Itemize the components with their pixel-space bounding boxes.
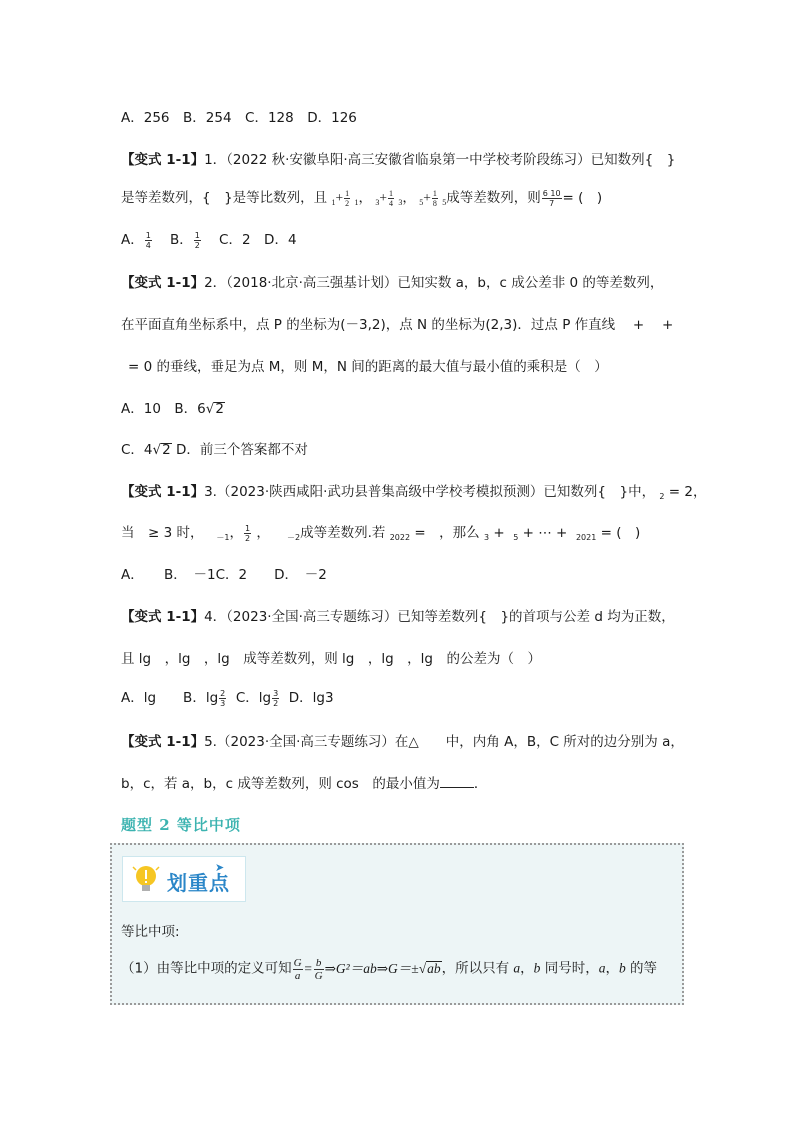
v2-tag: 【变式 1-1】 bbox=[121, 275, 205, 291]
v3-text2b: 成等差数列.若 bbox=[300, 525, 386, 541]
v5-text1: 5.（2023·全国·高三专题练习）在△ 中，内角 A，B，C 所对的边分别为 a， bbox=[204, 734, 684, 750]
v3-line1: 【变式 1-1】3.（2023·陕西咸阳·武功县普集高级中学校考模拟预测）已知数列{ }中， $_2$ = 2， bbox=[121, 484, 707, 501]
keypoint-line1: （1）由等比中项的定义可知 $\frac{G}{a}$ = $\frac{b}{G}$ ⇒G²＝ab⇒G＝±√ab，所以只有 a，b 同号时，a，b 的等 bbox=[121, 957, 658, 982]
keypoint-box bbox=[110, 843, 684, 1005]
v1-text2c: = ( ) bbox=[562, 190, 603, 206]
v4-opt-c: C．lg bbox=[235, 690, 272, 706]
v1-opt-a: A． bbox=[121, 232, 144, 248]
v2-root-b: 2 bbox=[215, 401, 224, 417]
v2-opt-d: D．前三个答案都不对 bbox=[176, 442, 308, 458]
v4-opt-d: D．lg3 bbox=[288, 690, 334, 706]
keypoint-text-c: 同号时， bbox=[544, 960, 599, 977]
v2-options2: C．4√2 D．前三个答案都不对 bbox=[121, 442, 308, 458]
keypoint-text-d: 的等 bbox=[630, 960, 658, 977]
v4-line1 bbox=[121, 607, 675, 627]
v4-text1: 4．（2023·全国·高三专题练习）已知等差数列{ }的首项与公差 d 均为正数， bbox=[204, 609, 675, 625]
v3-text2c: = ，那么 bbox=[414, 525, 480, 541]
v4-line2: 且 lg ，lg ，lg 成等差数列，则 lg ，lg ，lg 的公差为（ ） bbox=[121, 651, 542, 667]
v2-line1 bbox=[121, 273, 663, 293]
section-title: 题型 2 等比中项 bbox=[121, 816, 241, 834]
v1-options: A． $\frac{1}{4}$ B． $\frac{1}{2}$ C．2 D．4 bbox=[121, 230, 297, 250]
v4-opt-ab: A．lg B．lg bbox=[121, 690, 219, 706]
v2-root-c: 2 bbox=[162, 442, 171, 458]
v2-opt-ab: A．10 B．6 bbox=[121, 401, 206, 417]
keypoint-banner bbox=[122, 856, 246, 902]
v5-text2b: ． bbox=[473, 776, 488, 792]
v1-fraction: $\frac{6 10}{7}$ bbox=[542, 188, 561, 208]
v1-opt-c: C．2 D．4 bbox=[219, 232, 297, 248]
v2-options1: A．10 B．6√2 bbox=[121, 401, 224, 417]
v2-text1: 2．（2018·北京·高三强基计划）已知实数 a，b，c 成公差非 0 的等差数列， bbox=[204, 275, 664, 291]
v1-text2b: 成等差数列，则 bbox=[446, 190, 541, 206]
keypoint-text-b: ，所以只有 bbox=[441, 960, 510, 977]
v3-text1b: = 2， bbox=[668, 484, 707, 500]
v1-text2a: 是等差数列，{ }是等比数列，且 bbox=[121, 190, 328, 206]
v1-formula: $_1$+ $\frac{1}{2}$ $_1$， $_3$+ $\frac{1}{4}$ $_3$， $_5$+ $\frac{1}{8}$ $_5$ bbox=[331, 189, 447, 209]
keypoint-text-a: （1）由等比中项的定义可知 bbox=[121, 960, 292, 977]
v3-text2d: = ( ) bbox=[600, 525, 641, 541]
v5-line2 bbox=[121, 774, 487, 794]
v2-opt-c: C．4 bbox=[121, 442, 153, 458]
keypoint-banner-text: 划重点 bbox=[167, 871, 230, 895]
v1-opt-b: B． bbox=[170, 232, 193, 248]
v3-options: A． B． －1C．2 D． －2 bbox=[121, 567, 327, 583]
v2-line3: = 0 的垂线，垂足为点 M，则 M，N 间的距离的最大值与最小值的乘积是（ ） bbox=[128, 359, 608, 375]
v1-text1: 1．（2022 秋·安徽阜阳·高三安徽省临泉第一中学校考阶段练习）已知数列{ } bbox=[204, 152, 676, 168]
v5-text2a: b，c，若 a，b，c 成等差数列，则 cos 的最小值为 bbox=[121, 776, 440, 792]
q0-options: A．256 B．254 C．128 D．126 bbox=[121, 110, 357, 126]
v3-text1: 3.（2023·陕西咸阳·武功县普集高级中学校考模拟预测）已知数列{ }中， bbox=[204, 484, 656, 500]
v3-line2: 当 ≥ 3 时， $_{-1}$， $\frac{1}{2}$ ， $_{-2}$成等差数列.若 $_{2022}$ = ，那么 $_3$ + $_5$ + ⋯ + $_{2021}$ = ( ) bbox=[121, 523, 641, 543]
v5-line1 bbox=[121, 732, 684, 752]
lightbulb-icon bbox=[131, 863, 161, 895]
v3-text2a: 当 ≥ 3 时， bbox=[121, 525, 204, 541]
v1-line2 bbox=[121, 188, 602, 213]
keypoint-heading: 等比中项: bbox=[121, 924, 180, 940]
paper-plane-icon: ➤ bbox=[215, 861, 225, 874]
v4-options: A．lg B．lg $\frac{2}{3}$ C．lg $\frac{3}{2}$ D．lg3 bbox=[121, 688, 334, 708]
v1-line1 bbox=[121, 150, 675, 170]
answer-blank[interactable] bbox=[440, 775, 474, 788]
v5-tag: 【变式 1-1】 bbox=[121, 734, 205, 750]
v4-tag: 【变式 1-1】 bbox=[121, 609, 205, 625]
v2-line2: 在平面直角坐标系中，点 P 的坐标为(－3,2)，点 N 的坐标为(2,3)．过点 P 作直线 + + bbox=[121, 317, 674, 333]
v3-tag: 【变式 1-1】 bbox=[121, 484, 205, 500]
v1-tag: 【变式 1-1】 bbox=[121, 152, 205, 168]
